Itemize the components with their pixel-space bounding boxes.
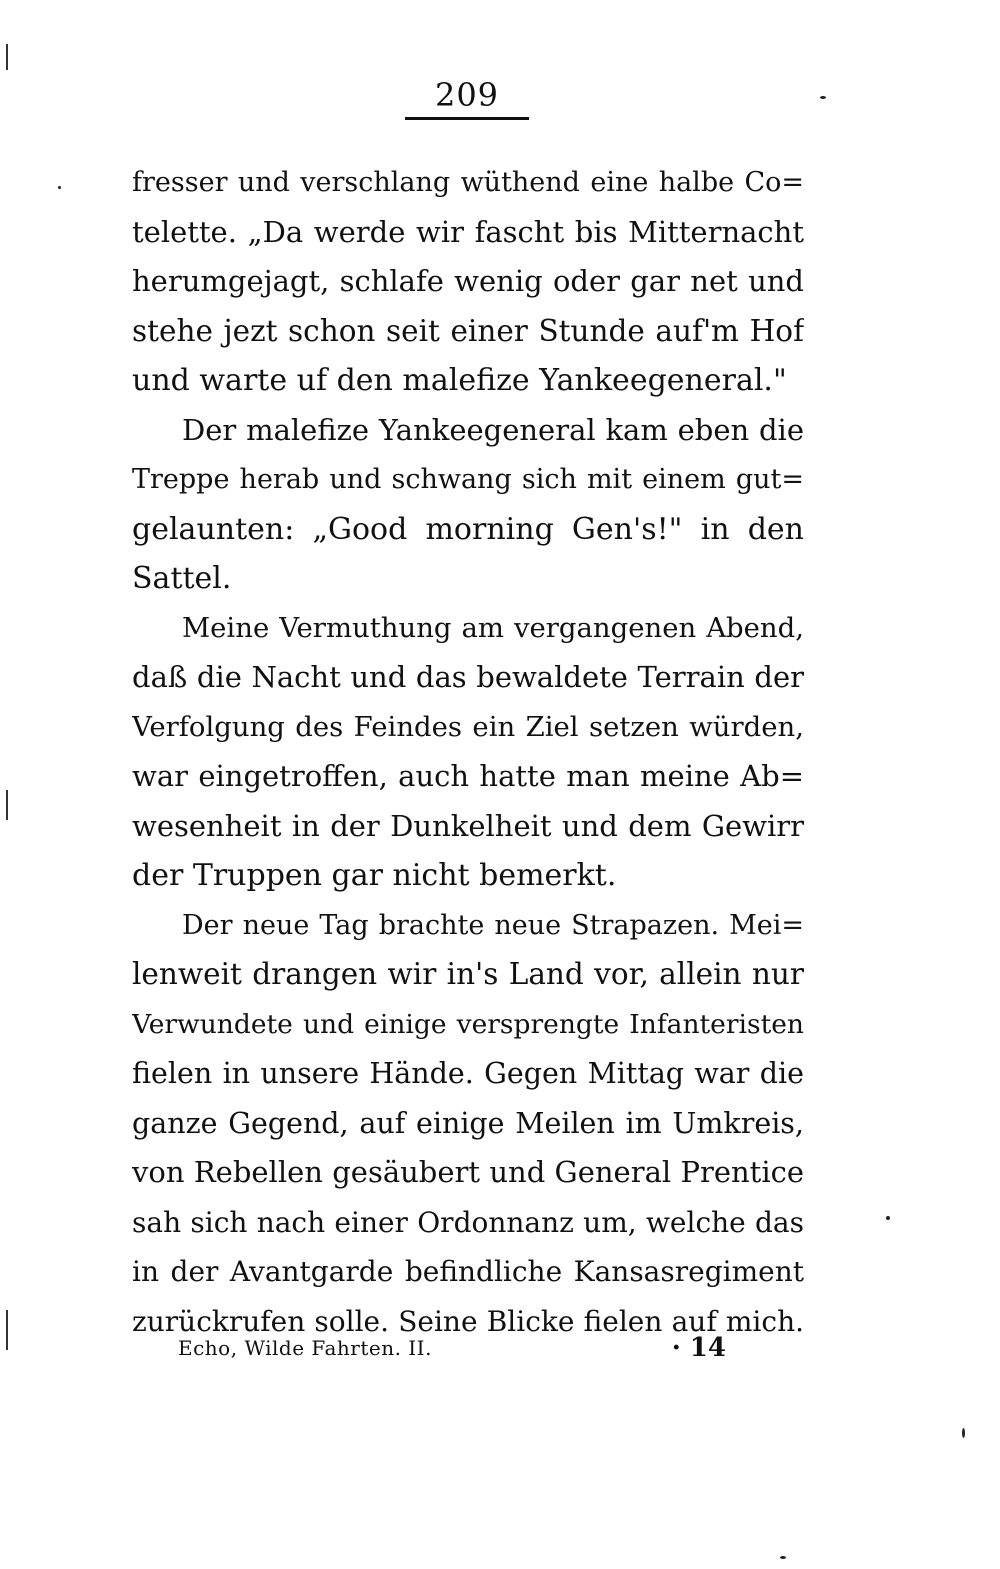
scan-speck xyxy=(780,1556,786,1559)
scan-edge-mark xyxy=(6,1310,8,1350)
text-line: gelaunten: „Good morning Gen's!" in den xyxy=(132,511,804,547)
text-line: Treppe herab und schwang sich mit einem gut= xyxy=(132,464,804,495)
text-line: der Truppen gar nicht bemerkt. xyxy=(132,858,617,893)
text-line: Der malefize Yankeegeneral kam eben die xyxy=(182,412,804,447)
scan-speck xyxy=(820,96,826,99)
text-line: fresser und verschlang wüthend eine halbe Co= xyxy=(132,167,804,198)
text-line: ganze Gegend, auf einige Meilen im Umkreis, xyxy=(132,1106,804,1140)
text-line: telette. „Da werde wir fascht bis Mitternacht xyxy=(132,214,804,249)
text-line: zurückrufen solle. Seine Blicke fielen auf mich. xyxy=(132,1304,804,1338)
text-line: stehe jezt schon seit einer Stunde auf'm Hof xyxy=(132,313,804,348)
text-line: lenweit drangen wir in's Land vor, allein nur xyxy=(132,957,804,991)
text-line: Verfolgung des Feindes ein Ziel setzen würden, xyxy=(132,710,804,743)
scan-speck xyxy=(886,1216,890,1220)
text-line: von Rebellen gesäubert und General Prentice xyxy=(132,1155,804,1189)
text-line: Meine Vermuthung am vergangenen Abend, xyxy=(182,611,804,644)
page-number: 209 xyxy=(434,76,500,114)
scan-speck xyxy=(58,186,61,189)
scan-edge-mark xyxy=(6,790,8,820)
scan-speck xyxy=(962,1428,965,1438)
text-line: fielen in unsere Hände. Gegen Mittag war die xyxy=(132,1057,804,1090)
text-line: herumgejagt, schlafe wenig oder gar net und xyxy=(132,264,804,298)
text-line: daß die Nacht und das bewaldete Terrain der xyxy=(132,660,804,694)
text-line: Verwundete und einige versprengte Infanteristen xyxy=(132,1008,804,1040)
text-line: in der Avantgarde befindliche Kansasregiment xyxy=(132,1255,804,1288)
printer-signature: Echo, Wilde Fahrten. II. xyxy=(178,1336,432,1360)
scan-edge-mark xyxy=(6,44,8,70)
text-line: sah sich nach einer Ordonnanz um, welche das xyxy=(132,1205,804,1239)
signature-mark: · 14 xyxy=(671,1333,726,1363)
page-number-rule xyxy=(405,117,529,120)
body-text xyxy=(132,158,804,1346)
text-line: Der neue Tag brachte neue Strapazen. Mei= xyxy=(182,909,804,941)
text-line: war eingetroffen, auch hatte man meine Ab= xyxy=(132,759,804,793)
text-line: und warte uf den malefize Yankeegeneral." xyxy=(132,363,787,398)
page-footer xyxy=(178,1330,726,1366)
text-line: wesenheit in der Dunkelheit und dem Gewirr xyxy=(132,808,804,843)
text-line: Sattel. xyxy=(132,561,232,596)
